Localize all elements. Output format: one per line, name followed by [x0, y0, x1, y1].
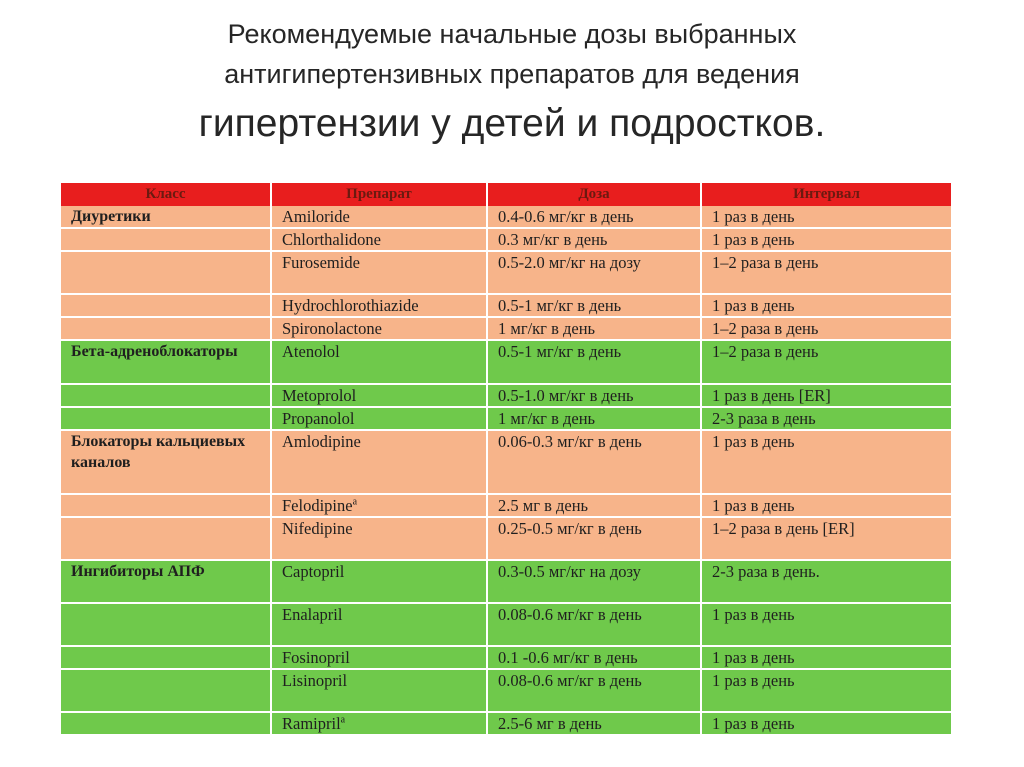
dose-cell: [487, 669, 701, 712]
dose-cell-text: 1 мг/кг в день: [498, 409, 596, 428]
class-cell: [61, 228, 271, 251]
interval-cell: [701, 294, 952, 317]
drug-cell: [271, 603, 487, 646]
dose-cell-text: 0.5-2.0 мг/кг на дозу: [498, 253, 641, 272]
footnote-marker: a: [352, 496, 358, 508]
table-row: [61, 228, 952, 251]
table-row: [61, 294, 952, 317]
dose-cell: [487, 560, 701, 603]
interval-cell-text: 1 раз в день: [712, 230, 795, 249]
class-cell-text: Бета-адреноблокаторы: [71, 343, 238, 360]
drug-cell-text: Amlodipine: [282, 432, 361, 451]
header-dose: Доза: [487, 183, 701, 206]
drug-cell: [271, 294, 487, 317]
drug-cell-text: Propanolol: [282, 409, 355, 428]
dose-cell: [487, 494, 701, 517]
table-row: [61, 430, 952, 494]
interval-cell: [701, 206, 952, 228]
interval-cell: [701, 494, 952, 517]
drug-cell-text: Chlorthalidone: [282, 230, 381, 249]
class-cell: [61, 430, 271, 494]
drug-cell-text: Ramipril: [282, 714, 341, 733]
drug-cell-text: Amiloride: [282, 207, 350, 226]
interval-cell-text: 1–2 раза в день [ER]: [712, 519, 855, 538]
drug-cell-text: Spironolactone: [282, 319, 382, 338]
dose-cell-text: 0.08-0.6 мг/кг в день: [498, 671, 642, 690]
class-cell: [61, 206, 271, 228]
interval-cell-text: 1 раз в день: [712, 714, 795, 733]
drug-cell: [271, 517, 487, 560]
drug-cell-text: Enalapril: [282, 605, 343, 624]
interval-cell-text: 1 раз в день: [712, 207, 795, 226]
class-cell: [61, 294, 271, 317]
table-row: [61, 340, 952, 384]
drug-cell-text: Hydrochlorothiazide: [282, 296, 419, 315]
drug-cell: [271, 228, 487, 251]
dose-cell: [487, 384, 701, 407]
dose-cell: [487, 712, 701, 735]
drug-cell-text: Felodipine: [282, 496, 353, 515]
interval-cell: [701, 430, 952, 494]
dose-cell: [487, 407, 701, 430]
slide-title: [0, 14, 1024, 152]
drug-cell-text: Nifedipine: [282, 519, 353, 538]
dose-cell-text: 0.3 мг/кг в день: [498, 230, 608, 249]
table-row: [61, 603, 952, 646]
drug-cell-text: Atenolol: [282, 342, 340, 361]
header-class: Класс: [61, 183, 271, 206]
class-cell: [61, 340, 271, 384]
interval-cell: [701, 669, 952, 712]
drug-cell-text: Furosemide: [282, 253, 360, 272]
table-row: [61, 712, 952, 735]
header-interval: Интервал: [701, 183, 952, 206]
interval-cell-text: 1 раз в день: [712, 496, 795, 515]
drug-cell: [271, 206, 487, 228]
dose-cell-text: 0.5-1 мг/кг в день: [498, 342, 622, 361]
title-line-2: антигипертензивных препаратов для ведения: [224, 59, 800, 89]
class-cell: [61, 603, 271, 646]
drug-cell: [271, 712, 487, 735]
dose-cell-text: 0.08-0.6 мг/кг в день: [498, 605, 642, 624]
dose-cell: [487, 517, 701, 560]
interval-cell-text: 2-3 раза в день.: [712, 562, 820, 581]
class-cell: [61, 669, 271, 712]
interval-cell: [701, 317, 952, 340]
dose-cell: [487, 228, 701, 251]
interval-cell-text: 1–2 раза в день: [712, 342, 819, 361]
interval-cell-text: 1 раз в день: [712, 605, 795, 624]
title-line-1: Рекомендуемые начальные дозы выбранных: [227, 19, 797, 49]
table-row: [61, 206, 952, 228]
drug-cell: [271, 340, 487, 384]
interval-cell: [701, 603, 952, 646]
dose-cell: [487, 430, 701, 494]
drug-cell-text: Captopril: [282, 562, 345, 581]
class-cell: [61, 712, 271, 735]
table-row: [61, 317, 952, 340]
table-row: [61, 407, 952, 430]
class-cell: [61, 251, 271, 294]
interval-cell-text: 1 раз в день [ER]: [712, 386, 831, 405]
interval-cell-text: 1 раз в день: [712, 671, 795, 690]
dose-cell: [487, 317, 701, 340]
class-cell-text: Блокаторы кальциевых каналов: [71, 433, 246, 471]
drug-cell: [271, 430, 487, 494]
drug-cell: [271, 646, 487, 669]
interval-cell: [701, 228, 952, 251]
drug-cell: [271, 384, 487, 407]
drug-cell: [271, 494, 487, 517]
interval-cell: [701, 251, 952, 294]
footnote-marker: a: [340, 714, 346, 726]
drug-cell: [271, 407, 487, 430]
interval-cell-text: 1–2 раза в день: [712, 253, 819, 272]
class-cell: [61, 646, 271, 669]
drug-cell-text: Lisinopril: [282, 671, 348, 690]
interval-cell: [701, 384, 952, 407]
dose-cell: [487, 294, 701, 317]
drug-cell: [271, 317, 487, 340]
dosage-table: [61, 183, 953, 736]
dose-cell-text: 0.3-0.5 мг/кг на дозу: [498, 562, 641, 581]
dose-cell: [487, 340, 701, 384]
table-row: [61, 494, 952, 517]
dose-cell-text: 0.5-1.0 мг/кг в день: [498, 386, 634, 405]
drug-cell: [271, 669, 487, 712]
class-cell: [61, 407, 271, 430]
class-cell: [61, 494, 271, 517]
class-cell-text: Диуретики: [71, 208, 151, 225]
class-cell-text: Ингибиторы АПФ: [71, 563, 205, 580]
header-drug: Препарат: [271, 183, 487, 206]
dose-cell: [487, 206, 701, 228]
table-row: [61, 560, 952, 603]
dose-cell: [487, 603, 701, 646]
interval-cell-text: 1–2 раза в день: [712, 319, 819, 338]
interval-cell: [701, 646, 952, 669]
drug-cell-text: Metoprolol: [282, 386, 357, 405]
dose-cell-text: 0.4-0.6 мг/кг в день: [498, 207, 634, 226]
dose-cell-text: 1 мг/кг в день: [498, 319, 596, 338]
drug-cell: [271, 251, 487, 294]
title-line-3: гипертензии у детей и подростков.: [198, 102, 826, 145]
interval-cell: [701, 560, 952, 603]
class-cell: [61, 384, 271, 407]
table-row: [61, 517, 952, 560]
table-row: [61, 646, 952, 669]
drug-cell: [271, 560, 487, 603]
interval-cell: [701, 407, 952, 430]
dose-cell-text: 0.5-1 мг/кг в день: [498, 296, 622, 315]
table-header-row: [61, 183, 952, 206]
interval-cell-text: 1 раз в день: [712, 432, 795, 451]
interval-cell: [701, 517, 952, 560]
interval-cell: [701, 712, 952, 735]
class-cell: [61, 517, 271, 560]
dose-cell: [487, 646, 701, 669]
dose-cell-text: 0.06-0.3 мг/кг в день: [498, 432, 642, 451]
dose-cell-text: 0.25-0.5 мг/кг в день: [498, 519, 642, 538]
dose-cell-text: 2.5-6 мг в день: [498, 714, 602, 733]
class-cell: [61, 317, 271, 340]
class-cell: [61, 560, 271, 603]
interval-cell: [701, 340, 952, 384]
table-row: [61, 384, 952, 407]
table-row: [61, 669, 952, 712]
dose-cell-text: 2.5 мг в день: [498, 496, 589, 515]
table-row: [61, 251, 952, 294]
drug-cell-text: Fosinopril: [282, 648, 350, 667]
interval-cell-text: 2-3 раза в день: [712, 409, 816, 428]
dose-cell-text: 0.1 -0.6 мг/кг в день: [498, 648, 638, 667]
interval-cell-text: 1 раз в день: [712, 296, 795, 315]
dose-cell: [487, 251, 701, 294]
interval-cell-text: 1 раз в день: [712, 648, 795, 667]
